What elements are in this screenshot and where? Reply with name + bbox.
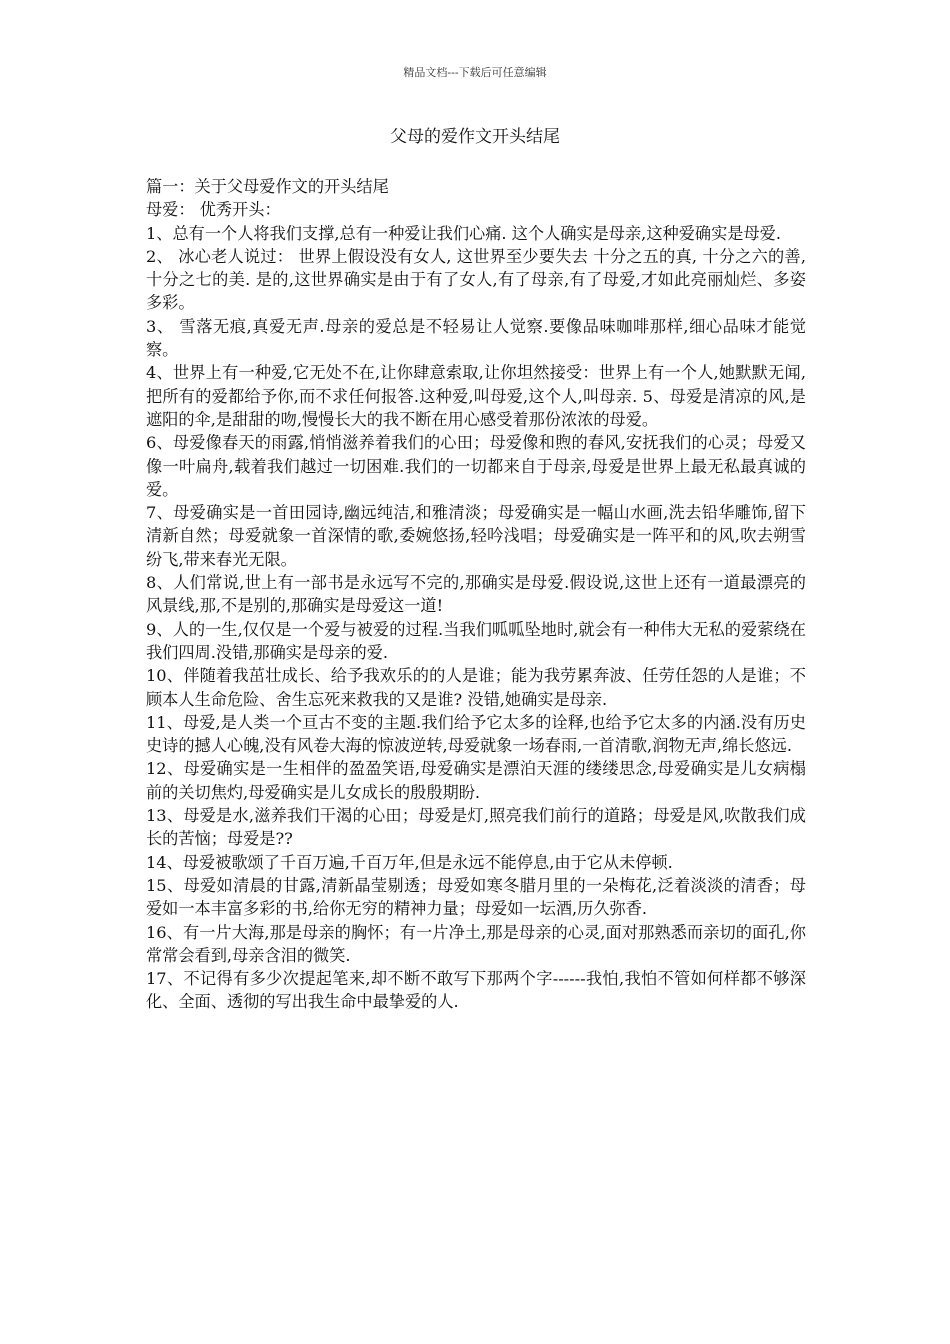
paragraph: 4、世界上有一种爱,它无处不在,让你肆意索取,让你坦然接受：世界上有一个人,她默默无闻,把所有的爱都给予你,而不求任何报答.这种爱,叫母爱,这个人,叫母亲. 5、母爱是清凉的风,是遮阳的伞,是甜甜的吻,慢慢长大的我不断在用心感受着那份浓浓的母爱。 — [146, 363, 806, 429]
paragraph: 10、伴随着我茁壮成长、给予我欢乐的的人是谁；能为我劳累奔波、任劳任怨的人是谁；不顾本人生命危险、舍生忘死来救我的又是谁? 没错,她确实是母亲. — [146, 666, 806, 709]
paragraph: 14、母爱被歌颂了千百万遍,千百万年,但是永远不能停息,由于它从未停顿. — [146, 852, 673, 872]
paragraph: 7、母爱确实是一首田园诗,幽远纯洁,和雅清淡；母爱确实是一幅山水画,洗去铅华雕饰,留下清新自然；母爱就象一首深情的歌,委婉悠扬,轻吟浅唱；母爱确实是一阵平和的风,吹去朔雪纷飞,带来春光无限。 — [146, 503, 806, 569]
document-title: 父母的爱作文开头结尾 — [390, 127, 560, 147]
paragraph: 16、有一片大海,那是母亲的胸怀；有一片净土,那是母亲的心灵,面对那熟悉而亲切的面孔,你常常会看到,母亲含泪的微笑. — [146, 922, 806, 965]
subheading: 母爱： 优秀开头： — [146, 200, 281, 220]
page-header: 精品文档---下载后可任意编辑 — [403, 66, 547, 79]
paragraph: 13、母爱是水,滋养我们干渴的心田；母爱是灯,照亮我们前行的道路；母爱是风,吹散我们成长的苦恼；母爱是?? — [146, 806, 806, 849]
paragraph: 17、不记得有多少次提起笔来,却不断不敢写下那两个字------我怕,我怕不管如何样都不够深化、全面、透彻的写出我生命中最挚爱的人. — [146, 969, 806, 1012]
paragraph: 11、母爱,是人类一个亘古不变的主题.我们给予它太多的诠释,也给予它太多的内涵.没有历史史诗的撼人心魄,没有风卷大海的惊波逆转,母爱就象一场春雨,一首清歌,润物无声,绵长悠远. — [146, 712, 806, 756]
paragraph: 6、母爱像春天的雨露,悄悄滋养着我们的心田；母爱像和煦的春风,安抚我们的心灵；母爱又像一叶扁舟,载着我们越过一切困难.我们的一切都来自于母亲,母爱是世界上最无私最真诚的爱。 — [146, 433, 806, 499]
paragraph: 15、母爱如清晨的甘露,清新晶莹剔透；母爱如寒冬腊月里的一朵梅花,泛着淡淡的清香；母爱如一本丰富多彩的书,给你无穷的精神力量；母爱如一坛酒,历久弥香. — [146, 875, 806, 919]
paragraph: 8、人们常说,世上有一部书是永远写不完的,那确实是母爱.假设说,这世上还有一道最漂亮的风景线,那,不是别的,那确实是母爱这一道! — [146, 573, 806, 616]
document-body — [146, 175, 806, 1014]
paragraph: 1、总有一个人将我们支撑,总有一种爱让我们心痛. 这个人确实是母亲,这种爱确实是母爱. — [146, 223, 781, 243]
paragraph: 12、母爱确实是一生相伴的盈盈笑语,母爱确实是漂泊天涯的缕缕思念,母爱确实是儿女病榻前的关切焦灼,母爱确实是儿女成长的殷殷期盼. — [146, 759, 806, 802]
paragraph: 3、 雪落无痕,真爱无声.母亲的爱总是不轻易让人觉察.要像品味咖啡那样,细心品味才能觉察。 — [146, 316, 806, 360]
paragraph: 9、人的一生,仅仅是一个爱与被爱的过程.当我们呱呱坠地时,就会有一种伟大无私的爱萦绕在我们四周.没错,那确实是母亲的爱. — [146, 619, 806, 662]
paragraph: 2、 冰心老人说过： 世界上假设没有女人, 这世界至少要失去 十分之五的真, 十分之六的善, 十分之七的美. 是的,这世界确实是由于有了女人,有了母亲,有了母爱,才如此亮丽灿烂、多姿多彩。 — [146, 246, 806, 313]
section-heading: 篇一：关于父母爱作文的开头结尾 — [146, 177, 389, 196]
